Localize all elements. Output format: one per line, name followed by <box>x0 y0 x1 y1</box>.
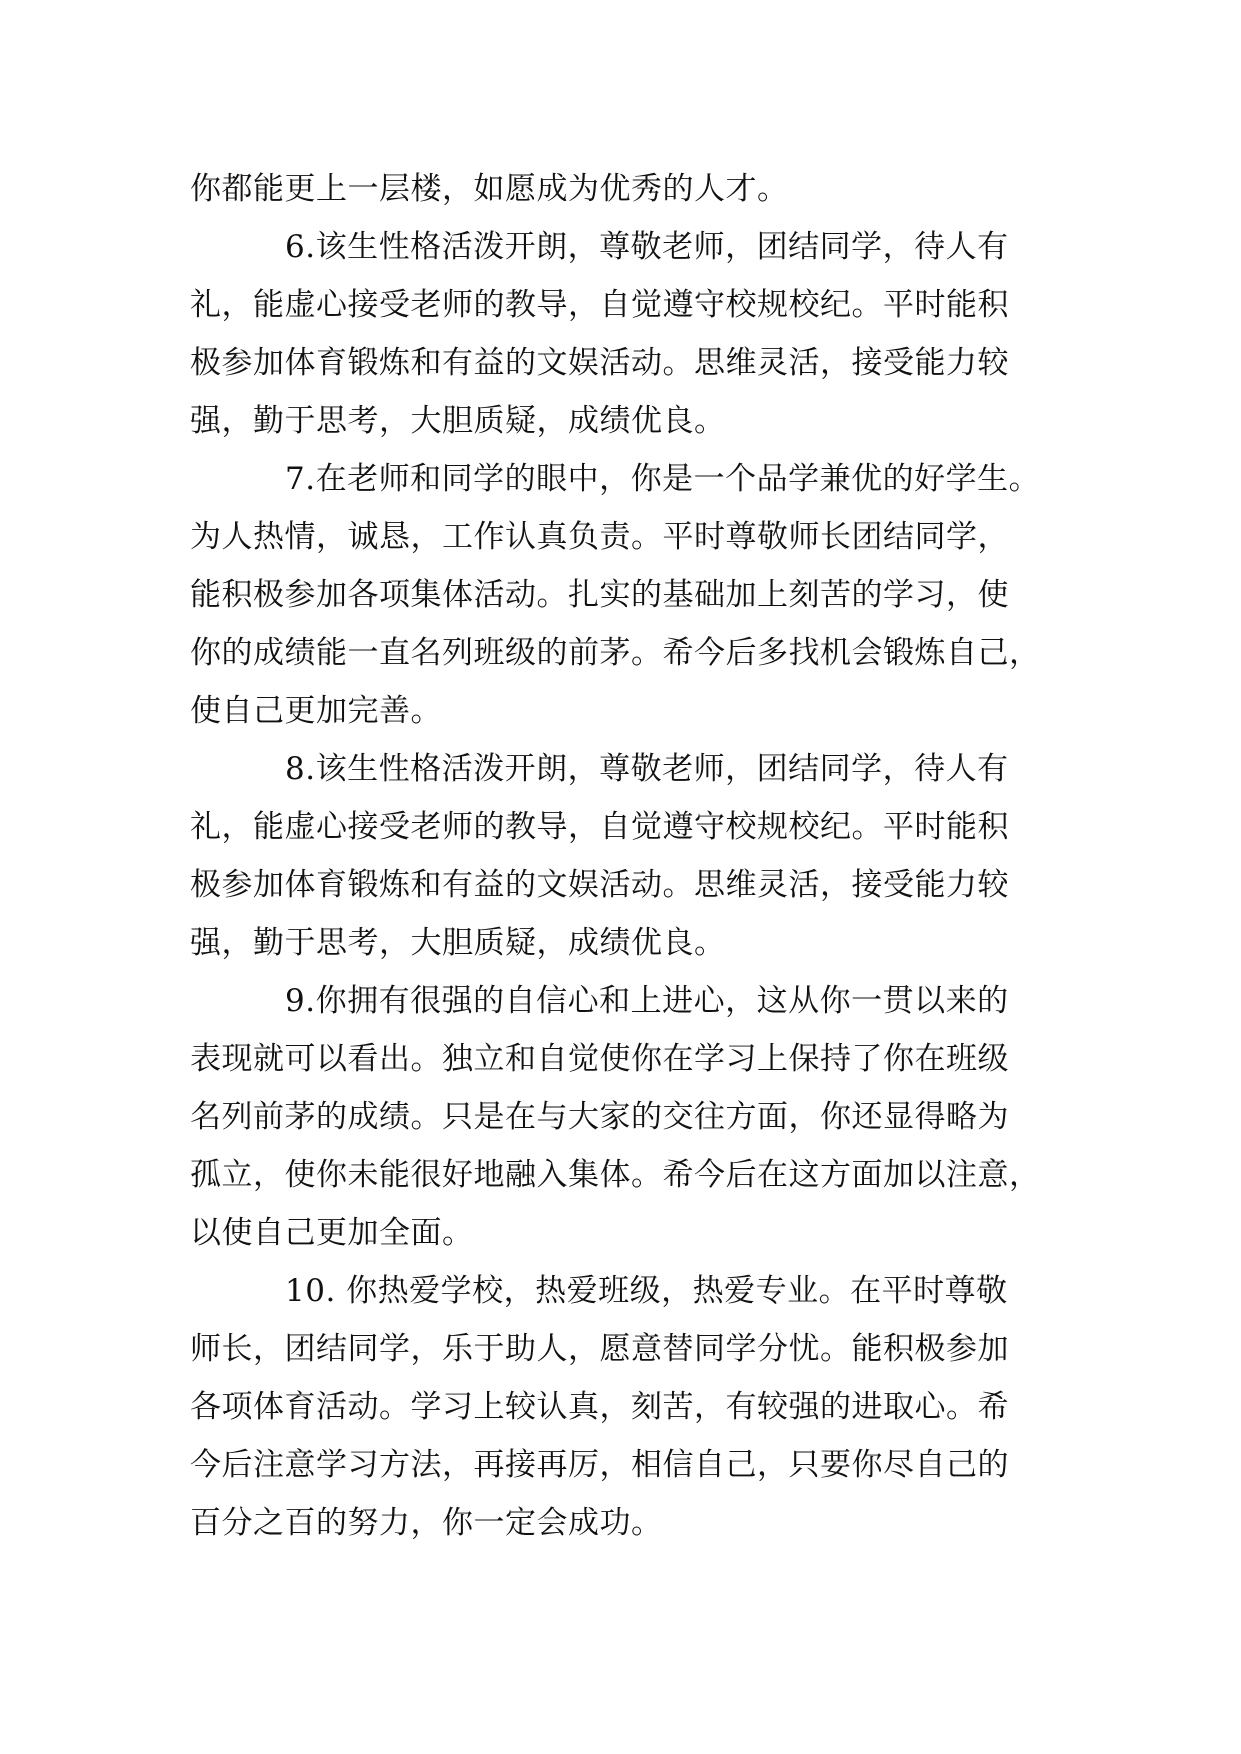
text-line: 强，勤于思考，大胆质疑，成绩优良。 <box>190 925 726 961</box>
paragraph-start-line: 9.你拥有很强的自信心和上进心，这从你一贯以来的 <box>285 983 1009 1019</box>
paragraph-start-line: 10. 你热爱学校，热爱班级，热爱专业。在平时尊敬 <box>285 1273 1008 1309</box>
text-line: 极参加体育锻炼和有益的文娱活动。思维灵活，接受能力较 <box>190 345 1009 381</box>
text-line: 师长，团结同学，乐于助人，愿意替同学分忧。能积极参加 <box>190 1331 1009 1367</box>
paragraph-start-line: 7.在老师和同学的眼中，你是一个品学兼优的好学生。 <box>285 461 1041 497</box>
paragraph-start-line: 8.该生性格活泼开朗，尊敬老师，团结同学，待人有 <box>285 751 1009 787</box>
paragraph-start-line: 6.该生性格活泼开朗，尊敬老师，团结同学，待人有 <box>285 229 1009 265</box>
document-body <box>190 160 1060 1552</box>
text-line: 为人热情，诚恳，工作认真负责。平时尊敬师长团结同学， <box>190 519 1009 555</box>
text-line: 极参加体育锻炼和有益的文娱活动。思维灵活，接受能力较 <box>190 867 1009 903</box>
text-line: 强，勤于思考，大胆质疑，成绩优良。 <box>190 403 726 439</box>
text-line: 使自己更加完善。 <box>190 693 442 729</box>
text-line: 礼，能虚心接受老师的教导，自觉遵守校规校纪。平时能积 <box>190 809 1009 845</box>
text-line: 你的成绩能一直名列班级的前茅。希今后多找机会锻炼自己， <box>190 635 1041 671</box>
text-line: 名列前茅的成绩。只是在与大家的交往方面，你还显得略为 <box>190 1099 1009 1135</box>
text-line: 表现就可以看出。独立和自觉使你在学习上保持了你在班级 <box>190 1041 1009 1077</box>
text-line: 你都能更上一层楼，如愿成为优秀的人才。 <box>190 171 789 207</box>
text-line: 以使自己更加全面。 <box>190 1215 474 1251</box>
text-line: 各项体育活动。学习上较认真，刻苦，有较强的进取心。希 <box>190 1389 1009 1425</box>
text-line: 孤立，使你未能很好地融入集体。希今后在这方面加以注意， <box>190 1157 1041 1193</box>
text-line: 今后注意学习方法，再接再厉，相信自己，只要你尽自己的 <box>190 1447 1009 1483</box>
text-line: 百分之百的努力，你一定会成功。 <box>190 1505 663 1541</box>
text-line: 能积极参加各项集体活动。扎实的基础加上刻苦的学习，使 <box>190 577 1009 613</box>
text-line: 礼，能虚心接受老师的教导，自觉遵守校规校纪。平时能积 <box>190 287 1009 323</box>
